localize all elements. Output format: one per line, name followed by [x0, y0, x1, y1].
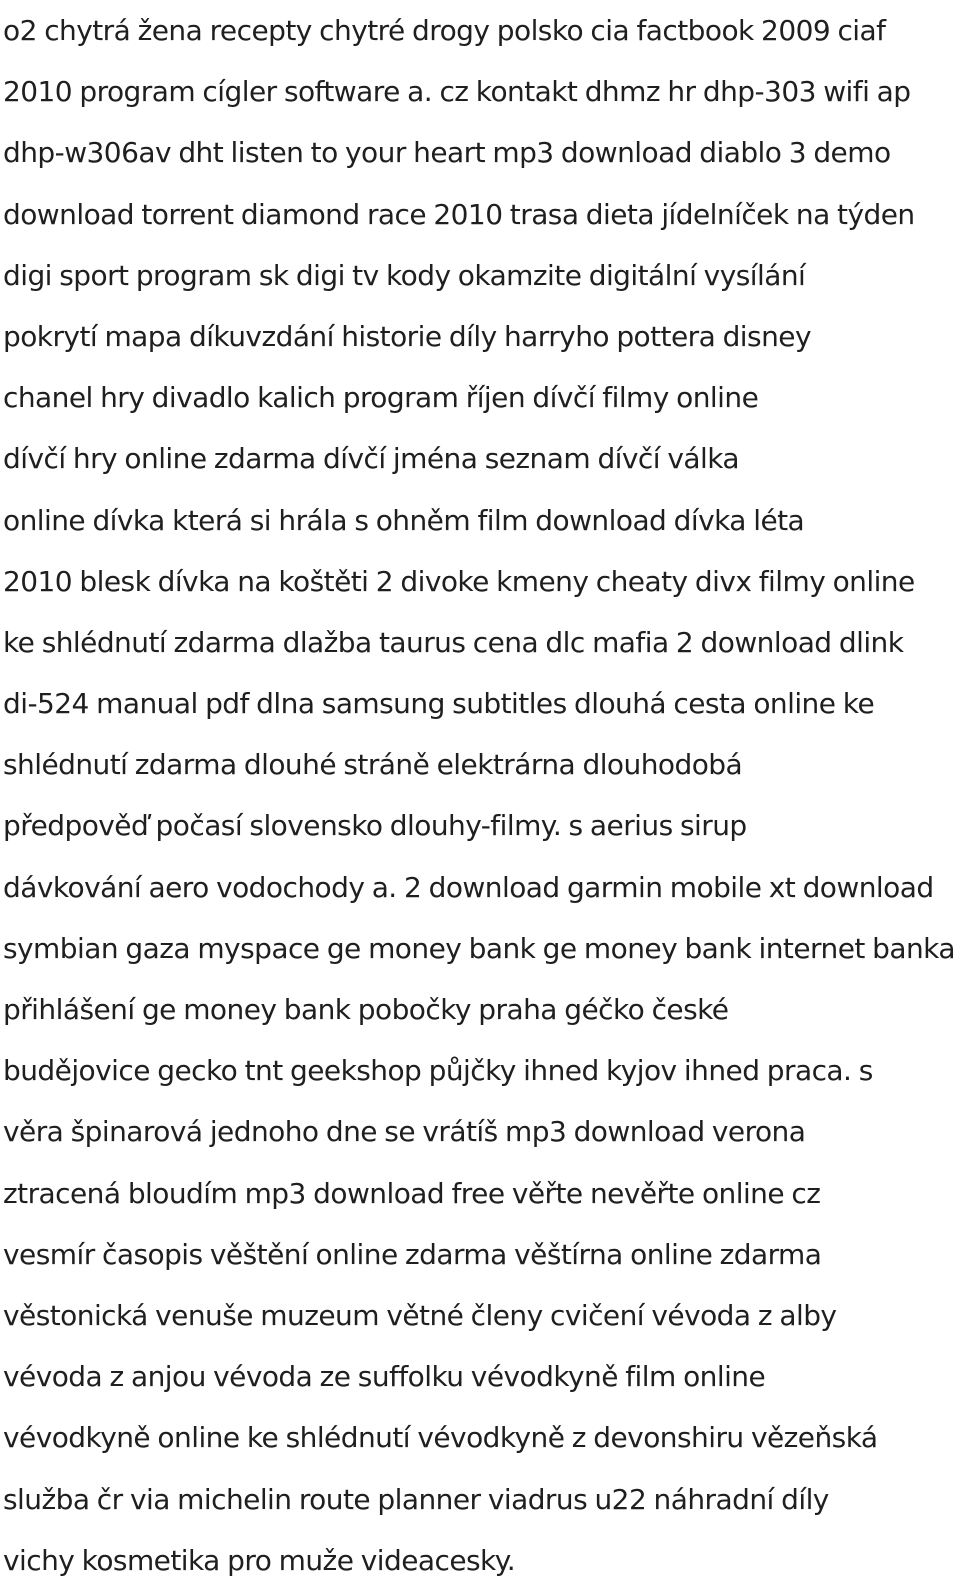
text-line: shlédnutí zdarma dlouhé stráně elektrárna dlouhodobá [3, 748, 743, 782]
text-line: 2010 blesk dívka na koštěti 2 divoke kmeny cheaty divx filmy online [3, 564, 915, 598]
text-line: věra špinarová jednoho dne se vrátíš mp3 download verona [3, 1115, 806, 1149]
text-line: předpověď počasí slovensko dlouhy-filmy. s aerius sirup [3, 809, 747, 843]
text-line: chanel hry divadlo kalich program říjen dívčí filmy online [3, 381, 759, 415]
text-line: vesmír časopis věštění online zdarma věštírna online zdarma [3, 1237, 822, 1271]
text-line: di-524 manual pdf dlna samsung subtitles dlouhá cesta online ke [3, 687, 875, 721]
text-line: služba čr via michelin route planner viadrus u22 náhradní díly [3, 1482, 829, 1516]
text-line: digi sport program sk digi tv kody okamzite digitální vysílání [3, 258, 806, 292]
text-line: download torrent diamond race 2010 trasa dieta jídelníček na týden [3, 197, 915, 231]
text-line: dávkování aero vodochody a. 2 download garmin mobile xt download [3, 870, 934, 904]
text-line: ztracená bloudím mp3 download free věřte nevěřte online cz [3, 1176, 821, 1210]
text-line: vichy kosmetika pro muže videacesky. [3, 1543, 516, 1577]
text-line: vévodkyně online ke shlédnutí vévodkyně z devonshiru vězeňská [3, 1421, 878, 1455]
text-line: online dívka která si hrála s ohněm film download dívka léta [3, 503, 805, 537]
text-line: budějovice gecko tnt geekshop půjčky ihned kyjov ihned praca. s [3, 1054, 873, 1088]
text-line: přihlášení ge money bank pobočky praha géčko české [3, 993, 729, 1026]
text-line: vévoda z anjou vévoda ze suffolku vévodkyně film online [3, 1360, 766, 1394]
text-line: pokrytí mapa díkuvzdání historie díly harryho pottera disney [3, 319, 811, 353]
text-line: symbian gaza myspace ge money bank ge money bank internet banka [3, 931, 955, 965]
text-line: dívčí hry online zdarma dívčí jména seznam dívčí válka [3, 442, 739, 476]
text-line: dhp-w306av dht listen to your heart mp3 download diablo 3 demo [3, 136, 891, 170]
text-line: 2010 program cígler software a. cz kontakt dhmz hr dhp-303 wifi ap [3, 75, 911, 109]
text-line: o2 chytrá žena recepty chytré drogy polsko cia factbook 2009 ciaf [3, 14, 886, 47]
text-line: ke shlédnutí zdarma dlažba taurus cena dlc mafia 2 download dlink [3, 625, 904, 659]
text-line: věstonická venuše muzeum větné členy cvičení vévoda z alby [3, 1298, 837, 1332]
